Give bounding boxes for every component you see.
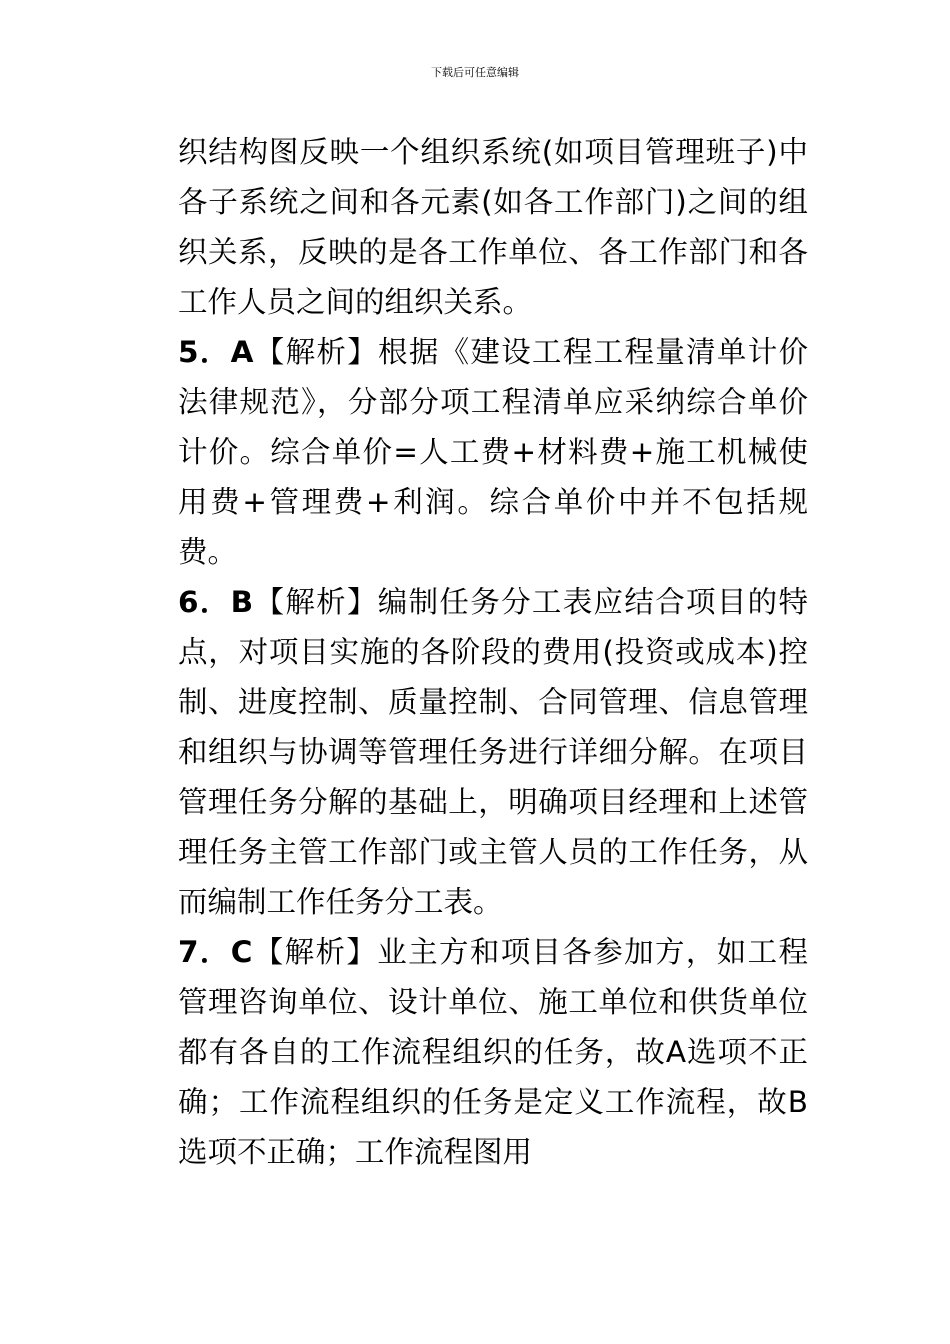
- answer-7: [178, 927, 808, 1177]
- answer-label: 6．B: [178, 585, 254, 619]
- page-header: 下载后可任意编辑: [431, 66, 519, 79]
- answer-6: [178, 577, 808, 927]
- paragraph-continued: [178, 127, 808, 327]
- answer-explanation: 【解析】业主方和项目各参加方，如工程管理咨询单位、设计单位、施工单位和供货单位都有各自的工作流程组织的任务，故A选项不正确；工作流程组织的任务是定义工作流程，故B选项不正确；工作流程图用: [178, 935, 808, 1169]
- answer-label: 7．C: [178, 935, 253, 969]
- paragraph-text: 织结构图反映一个组织系统(如项目管理班子)中各子系统之间和各元素(如各工作部门)之间的组织关系，反映的是各工作单位、各工作部门和各工作人员之间的组织关系。: [178, 135, 808, 319]
- document-body: [178, 127, 808, 1177]
- answer-label: 5．A: [178, 335, 254, 369]
- answer-5: [178, 327, 808, 577]
- answer-explanation: 【解析】根据《建设工程工程量清单计价法律规范》，分部分项工程清单应采纳综合单价计价。综合单价=人工费+材料费+施工机械使用费+管理费+利润。综合单价中并不包括规费。: [178, 335, 808, 569]
- answer-explanation: 【解析】编制任务分工表应结合项目的特点，对项目实施的各阶段的费用(投资或成本)控制、进度控制、质量控制、合同管理、信息管理和组织与协调等管理任务进行详细分解。在项目管理任务分解的基础上，明确项目经理和上述管理任务主管工作部门或主管人员的工作任务，从而编制工作任务分工表。: [178, 585, 808, 919]
